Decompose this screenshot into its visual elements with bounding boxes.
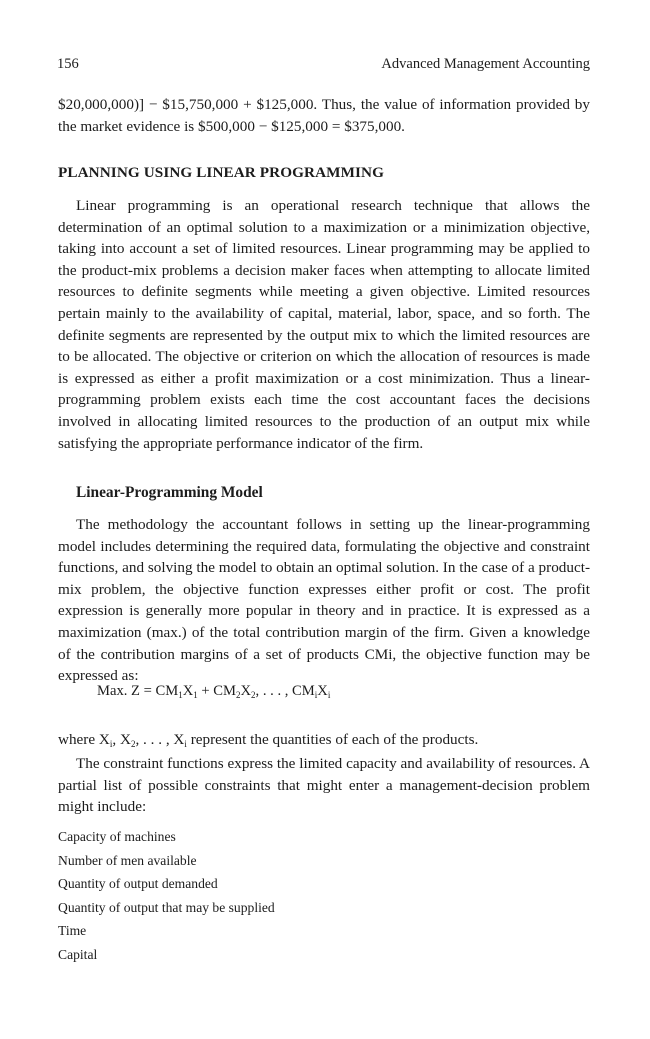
list-item: Quantity of output that may be supplied: [58, 899, 275, 915]
section-heading: PLANNING USING LINEAR PROGRAMMING: [58, 164, 385, 181]
constraint-paragraph: The constraint functions express the limited capacity and availability of resources. A partial list of possible constraints that might enter a management-decision problem might include:: [58, 755, 590, 816]
constraint-paragraph-block: [58, 753, 590, 818]
objective-function-formula: [97, 683, 330, 700]
formula-sub: 2: [236, 690, 241, 700]
where-line: [58, 731, 590, 749]
where-sub: 2: [130, 739, 136, 749]
formula-plus: + CM: [197, 683, 236, 699]
formula-var: X: [240, 683, 252, 699]
page-header: [57, 56, 590, 76]
intro-paragraph: $20,000,000)] − $15,750,000 + $125,000. Thus, the value of information provided by the market evidence is $500,000 − $125,000 = $375,000.: [58, 96, 590, 135]
intro-paragraph-block: [58, 94, 590, 137]
formula-sub: 1: [193, 690, 198, 700]
formula-lead: Max. Z = CM: [97, 683, 179, 699]
subsection-heading: Linear-Programming Model: [76, 484, 263, 501]
formula-sub: i: [327, 690, 331, 700]
where-sub: i: [109, 739, 113, 749]
page-number: 156: [57, 56, 79, 72]
where-sub: i: [184, 739, 187, 749]
list-item: Capacity of machines: [58, 829, 176, 844]
list-item: Time: [58, 923, 87, 938]
formula-sub: 1: [178, 690, 183, 700]
list-item: Quantity of output demanded: [58, 876, 218, 891]
subsection-paragraph-block: [58, 514, 590, 687]
where-tail: represent the quantities of each of the products.: [186, 731, 479, 748]
where-mid: , X: [112, 731, 131, 748]
formula-sub: i: [314, 690, 318, 700]
subsection-paragraph: The methodology the accountant follows in setting up the linear-programming model includes determining the required data, formulating the objective and constraint functions, and solving the model to obtain an optimal solution. In the case of a product-mix problem, the objective function expresses either profit or cost. The profit expression is generally more popular in theory and in practice. It is expressed as a maximization (max.) of the total contribution margin of the firm. Given a knowledge of the contribution margins of a set of products CMi, the objective function may be expressed as:: [58, 516, 590, 685]
section-paragraph-block: [58, 195, 590, 454]
list-item: Capital: [58, 946, 98, 962]
constraints-list: [58, 828, 275, 969]
formula-tail: , . . . , CM: [255, 683, 315, 699]
where-dots: , . . . , X: [135, 731, 185, 748]
where-lead: where X: [58, 731, 110, 748]
formula-var: X: [182, 683, 194, 699]
running-head: Advanced Management Accounting: [381, 56, 590, 72]
formula-var: X: [317, 683, 328, 699]
formula-sub: 2: [251, 690, 256, 700]
section-paragraph: Linear programming is an operational research technique that allows the determination of an optimal solution to a maximization or a minimization objective, taking into account a set of limited resources. Linear programming may be applied to the product-mix problems a decision maker faces when attempting to allocate limited resources to definite segments while meeting a given objective. Limited resources pertain mainly to the availability of capital, material, labor, space, and so forth. The definite segments are represented by the output mix to which the limited resources are to be allocated. The objective or criterion on which the allocation of resources is made is expressed as either a profit maximization or a cost minimization. Thus a linear-programming problem exists each time the cost accountant faces the decisions involved in allocating limited resources to the production of an output mix while satisfying the appropriate performance indicator of the firm.: [58, 197, 590, 452]
list-item: Number of men available: [58, 852, 197, 868]
